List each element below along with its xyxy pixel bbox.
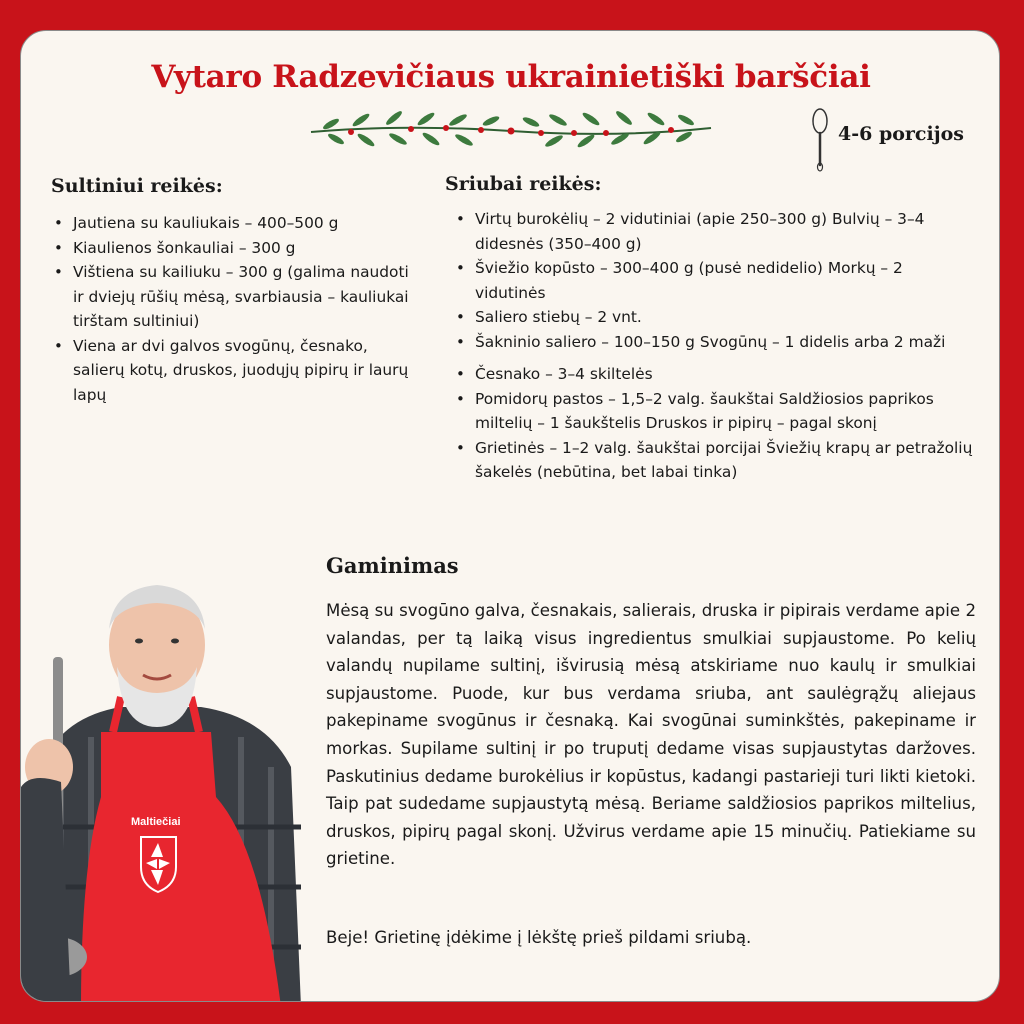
garland-decoration xyxy=(306,106,716,154)
soup-ingredient-list xyxy=(453,207,973,485)
list-item: • Jautiena su kauliukais – 400–500 g xyxy=(51,211,421,236)
spoon-icon xyxy=(809,107,831,173)
preparation-text: Mėsą su svogūno galva, česnakais, salierais, druska ir pipirais verdame apie 2 valandas, per tą laiką visus ingredientus smulkiai supjaustome. Po kelių valandų nupilame sultinį, išvirusią mėsą atskiriame nuo kaulų ir smulkiai supjaustome. Puode, kur bus verdama sriuba, ant saulėgrąžų aliejaus pakepiname svogūnus ir česnaką. Kai svogūnai suminkštės, pakepiname ir morkas. Supilame sultinį ir po truputį dedame visas supjaustytas daržoves. Paskutinius dedame burokėlius ir kopūstus, kadangi pastarieji turi likti kietoki. Taip pat sudedame supjaustytą mėsą. Beriame saldžiosios paprikos miltelius, druskos, pipirų pagal skonį. Užvirus verdame apie 15 minučių. Patiekiame su grietine. xyxy=(326,601,976,869)
list-item: • Česnako – 3–4 skiltelės xyxy=(453,362,973,387)
list-item: • Vištiena su kailiuku – 300 g (galima naudoti ir dviejų rūšių mėsą, svarbiausia – kauliukai tirštam sultiniui) xyxy=(51,260,421,334)
list-item: • Grietinės – 1–2 valg. šaukštai porcijai Šviežių krapų ar petražolių šakelės (nebūtina, bet labai tinka) xyxy=(453,436,973,485)
portions-label: 4-6 porcijos xyxy=(838,123,964,145)
chef-photo xyxy=(20,567,311,1002)
recipe-title: Vytaro Radzevičiaus ukrainietiški barščiai xyxy=(151,59,871,95)
soup-heading: Sriubai reikės: xyxy=(445,173,602,195)
apron-logo-text: Maltiečiai xyxy=(131,816,181,828)
list-item: • Kiaulienos šonkauliai – 300 g xyxy=(51,236,421,261)
list-item: • Saliero stiebų – 2 vnt. xyxy=(453,305,973,330)
list-item: • Pomidorų pastos – 1,5–2 valg. šaukštai Saldžiosios paprikos miltelių – 1 šaukštelis Druskos ir pipirų – pagal skonį xyxy=(453,387,973,436)
preparation-heading: Gaminimas xyxy=(326,553,459,578)
broth-ingredient-list xyxy=(51,211,421,407)
broth-heading: Sultiniui reikės: xyxy=(51,175,223,197)
recipe-card xyxy=(20,30,1000,1002)
preparation-note: Beje! Grietinę įdėkime į lėkštę prieš pildami sriubą. xyxy=(326,928,752,947)
list-item: • Šviežio kopūsto – 300–400 g (pusė nedidelio) Morkų – 2 vidutinės xyxy=(453,256,973,305)
list-item: • Virtų burokėlių – 2 vidutiniai (apie 250–300 g) Bulvių – 3–4 didesnės (350–400 g) xyxy=(453,207,973,256)
list-item: • Šakninio saliero – 100–150 g Svogūnų – 1 didelis arba 2 maži xyxy=(453,330,973,355)
list-item: • Viena ar dvi galvos svogūnų, česnako, salierų kotų, druskos, juodųjų pipirų ir laurų lapų xyxy=(51,334,421,408)
